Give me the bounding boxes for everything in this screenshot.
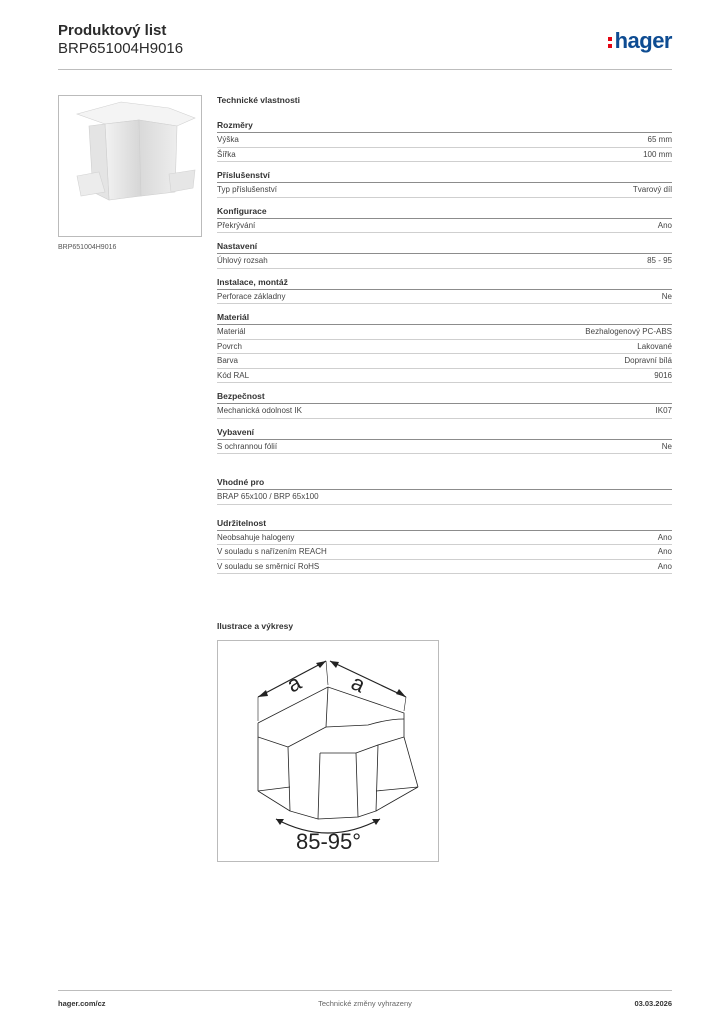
spec-row [217, 354, 672, 369]
spec-row-label: Mechanická odolnost IK [217, 406, 302, 415]
spec-group-head: Materiál [217, 311, 672, 325]
spec-group-head: Vhodné pro [217, 476, 672, 490]
photo-caption: BRP651004H9016 [58, 244, 117, 251]
dimension-label-left: a [282, 669, 306, 698]
spec-group [217, 426, 672, 455]
technical-drawing [217, 640, 439, 862]
specs-title: Technické vlastnosti [217, 95, 300, 105]
product-code: BRP651004H9016 [58, 40, 184, 57]
spec-row-label: Perforace základny [217, 291, 286, 301]
spec-row-value: Bezhalogenový PC-ABS [585, 327, 672, 336]
spec-group [217, 276, 672, 305]
spec-row-label: Neobsahuje halogeny [217, 532, 295, 542]
spec-row [217, 404, 672, 419]
spec-row-value: Dopravní bílá [624, 356, 672, 365]
spec-group [217, 311, 672, 383]
spec-group [217, 119, 672, 162]
spec-row-value: IK07 [655, 406, 672, 415]
footer-note: Technické změny vyhrazeny [318, 999, 412, 1008]
spec-group-head: Příslušenství [217, 169, 672, 183]
illustration-title: Ilustrace a výkresy [217, 621, 294, 631]
spec-row [217, 545, 672, 560]
spec-row-value: Ano [657, 561, 672, 571]
spec-row-label: Šířka [217, 149, 236, 159]
spec-row-value: Lakované [637, 341, 672, 351]
angle-label: 85-95° [296, 829, 362, 854]
spec-group-head: Udržitelnost [217, 517, 672, 531]
spec-row-label: Povrch [217, 341, 242, 351]
hager-logo: hager [608, 28, 672, 54]
spec-row [217, 325, 672, 340]
spec-row-label: V souladu se směrnicí RoHS [217, 561, 320, 571]
spec-row-label: Barva [217, 356, 238, 365]
spec-row-value: Ne [661, 291, 672, 301]
spec-group-head: Konfigurace [217, 205, 672, 219]
spec-group [217, 205, 672, 234]
page-footer [58, 990, 672, 1008]
spec-row-value: Ne [661, 441, 672, 451]
spec-group-suitable [217, 476, 672, 505]
spec-row-label: Úhlový rozsah [217, 256, 268, 265]
spec-group-head: Vybavení [217, 426, 672, 440]
spec-row-label: Typ příslušenství [217, 185, 278, 194]
spec-row [217, 133, 672, 148]
footer-date: 03.03.2026 [634, 999, 672, 1008]
spec-row-label: V souladu s nařízením REACH [217, 547, 327, 556]
page-header [58, 22, 672, 70]
spec-group-head: Rozměry [217, 119, 672, 133]
logo-dots-icon [608, 35, 612, 49]
spec-row-label: BRAP 65x100 / BRP 65x100 [217, 492, 319, 501]
spec-row-label: Kód RAL [217, 370, 250, 380]
spec-row-label: Materiál [217, 327, 246, 336]
spec-group [217, 169, 672, 198]
spec-row [217, 290, 672, 305]
spec-row [217, 369, 672, 384]
spec-row-value: 65 mm [647, 135, 672, 144]
specs-panel [217, 95, 672, 581]
spec-row [217, 440, 672, 455]
spec-groups [217, 119, 672, 454]
spec-row [217, 560, 672, 575]
spec-row-value: 100 mm [643, 149, 672, 159]
spec-row-label: Překrývání [217, 220, 256, 230]
spec-row [217, 340, 672, 355]
spec-row [217, 531, 672, 546]
spec-row-label: Výška [217, 135, 239, 144]
spec-row-value: 9016 [654, 370, 672, 380]
spec-row [217, 219, 672, 234]
spec-row-value: Ano [657, 547, 672, 556]
spec-group-head: Instalace, montáž [217, 276, 672, 290]
spec-row-label: S ochrannou fólií [217, 441, 278, 451]
product-photo [58, 95, 202, 237]
spec-row-value: 85 - 95 [647, 256, 672, 265]
page-title: Produktový list [58, 22, 167, 39]
spec-row-value: Ano [657, 532, 672, 542]
spec-group-head: Nastavení [217, 240, 672, 254]
spec-group-sustainability [217, 517, 672, 575]
dimension-label-right: a [347, 669, 370, 698]
spec-group-head: Bezpečnost [217, 390, 672, 404]
spec-row [217, 183, 672, 198]
spec-group [217, 240, 672, 269]
spec-row-value: Ano [657, 220, 672, 230]
spec-group [217, 390, 672, 419]
footer-website-link[interactable]: hager.com/cz [58, 999, 106, 1008]
spec-row [217, 148, 672, 163]
spec-row-value: Tvarový díl [632, 185, 672, 194]
spec-row [217, 254, 672, 269]
spec-row [217, 490, 672, 505]
